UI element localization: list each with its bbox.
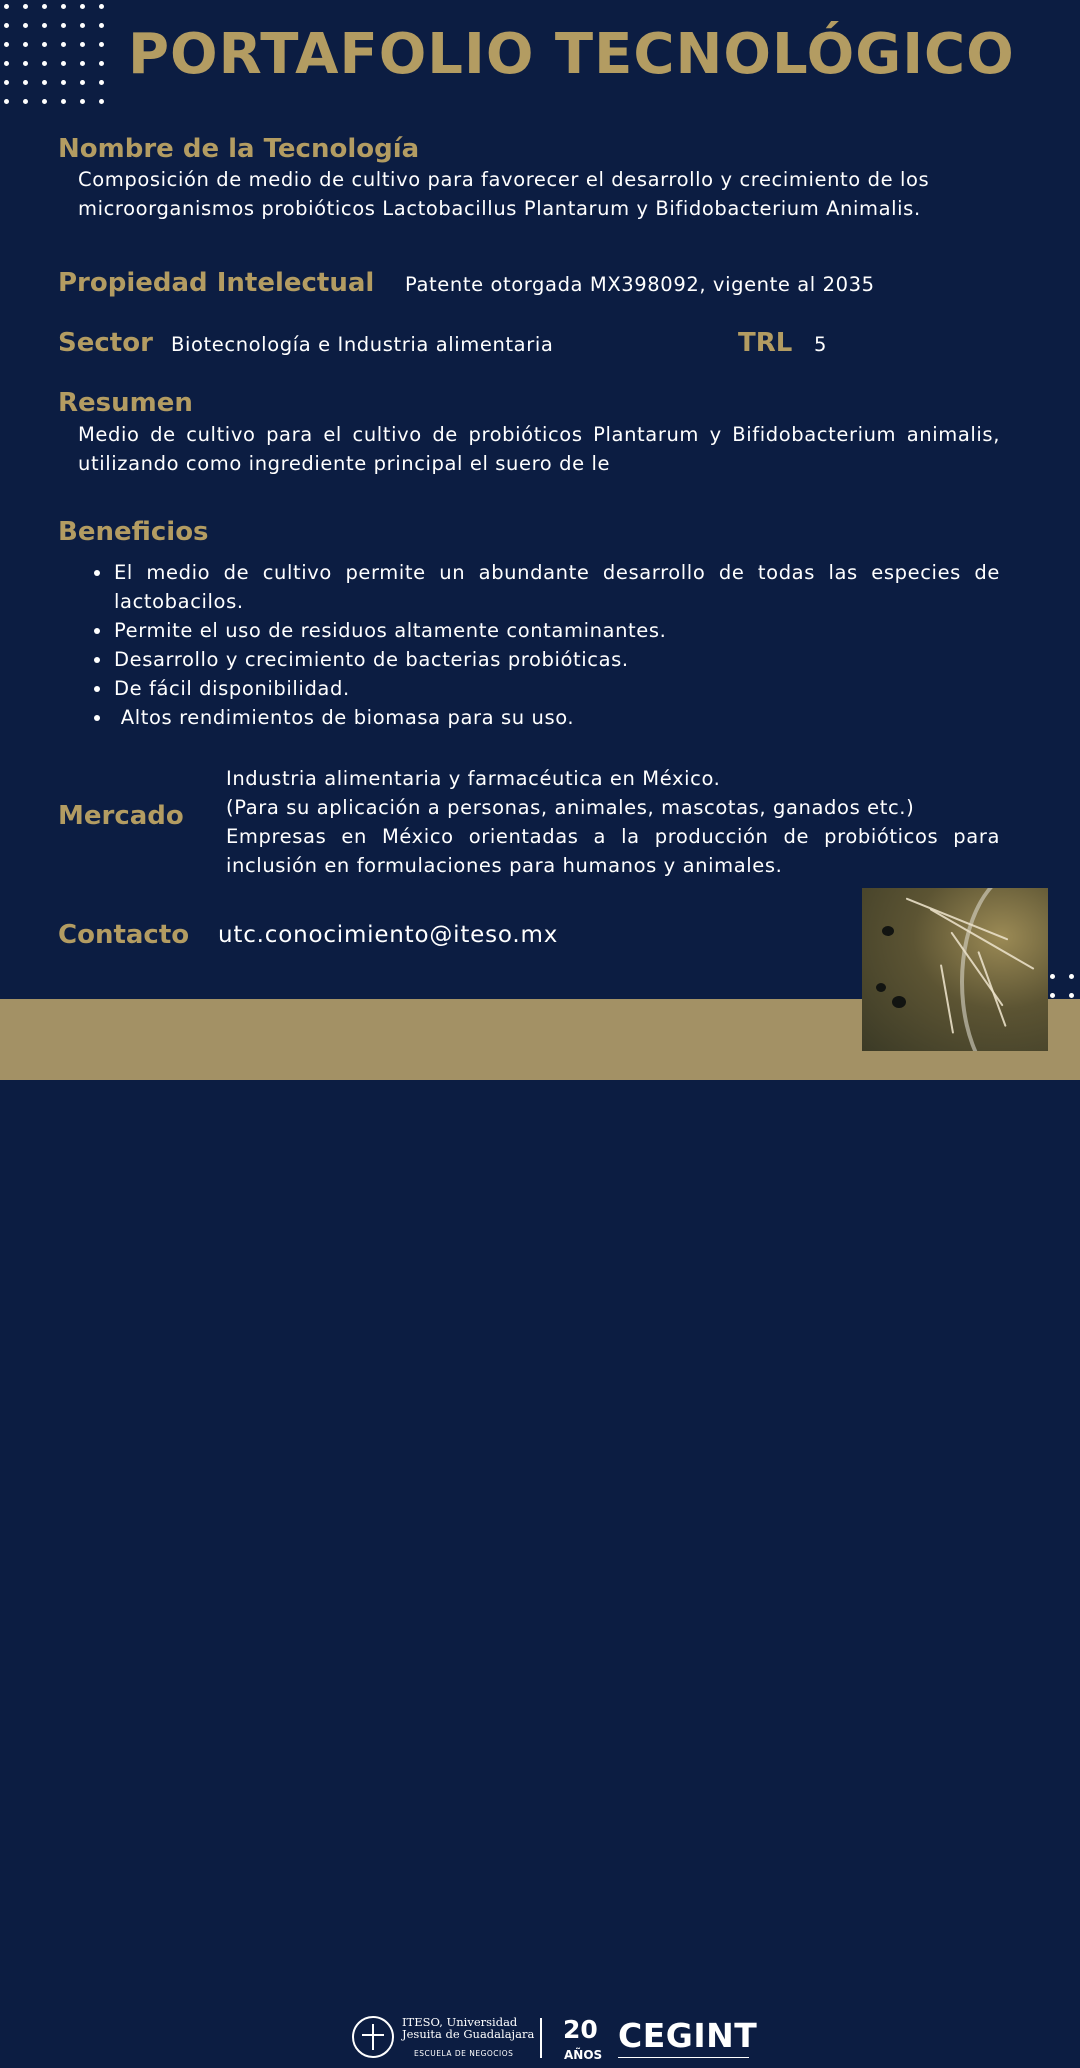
iteso-line-1: ITESO, Universidad [402,2015,518,2029]
dot [99,23,104,28]
benefits-list [92,558,1000,732]
market-line-2: (Para su aplicación a personas, animales, mascotas, ganados etc.) [226,796,915,819]
colony-dark [876,983,886,992]
summary-value: Medio de cultivo para el cultivo de probióticos Plantarum y Bifidobacterium animalis, utilizando como ingrediente principal el suero de le [78,423,1000,475]
ip-label: Propiedad Intelectual [58,268,375,298]
dot [42,42,47,47]
dot [1050,993,1055,998]
dot [1069,974,1074,979]
petri-dish-photo [862,888,1048,1051]
technology-label: Nombre de la Tecnología [58,134,420,164]
dot [4,80,9,85]
dot [61,61,66,66]
summary-label: Resumen [58,388,193,418]
dot [61,99,66,104]
dot [80,80,85,85]
logo-divider [540,2018,542,2058]
colony-streak [940,964,954,1033]
dot [99,99,104,104]
dot [61,4,66,9]
benefit-item: Permite el uso de residuos altamente contaminantes. [92,616,1000,645]
colony-dark [892,996,906,1008]
dot [4,23,9,28]
dot [80,61,85,66]
dot [80,42,85,47]
technology-value: Composición de medio de cultivo para favorecer el desarrollo y crecimiento de los microorganismos probióticos Lactobacillus Plantarum y Bifidobacterium Animalis. [78,168,930,220]
benefit-item: Altos rendimientos de biomasa para su uso. [92,703,1000,732]
contact-email[interactable]: utc.conocimiento@iteso.mx [218,922,559,948]
dot [61,42,66,47]
ip-value: Patente otorgada MX398092, vigente al 2035 [405,273,875,296]
dot [99,80,104,85]
dot [42,23,47,28]
market-line-3: Empresas en México orientadas a la producción de probióticos para inclusión en formulaciones para humanos y animales. [226,825,1000,877]
dot [23,42,28,47]
dot [23,23,28,28]
dot [4,61,9,66]
dot [42,99,47,104]
dot [23,99,28,104]
dot [99,42,104,47]
dot [99,61,104,66]
benefit-item: Desarrollo y crecimiento de bacterias probióticas. [92,645,1000,674]
iteso-seal-icon [352,2016,394,2058]
dot [4,4,9,9]
dot [61,80,66,85]
benefits-label: Beneficios [58,517,209,547]
dot [4,42,9,47]
dot [1069,993,1074,998]
dot [80,23,85,28]
colony-dark [882,926,894,936]
dot-grid-top-left [0,0,110,110]
benefit-item: De fácil disponibilidad. [92,674,1000,703]
dot [80,99,85,104]
iteso-name [402,2016,534,2040]
years-number: 20 [563,2015,598,2044]
iteso-line-2: Jesuita de Guadalajara [402,2027,535,2041]
dot [23,80,28,85]
sector-value: Biotecnología e Industria alimentaria [171,333,554,356]
escuela-negocios: ESCUELA DE NEGOCIOS [414,2049,514,2058]
dot [23,61,28,66]
years-word: AÑOS [564,2048,603,2062]
trl-label: TRL [738,328,793,358]
contact-label: Contacto [58,920,190,950]
cegint-logo: CEGINT [618,2016,758,2055]
dot [61,23,66,28]
benefit-item: El medio de cultivo permite un abundante desarrollo de todas las especies de lactobacilos. [92,558,1000,616]
trl-value: 5 [814,333,828,356]
sector-label: Sector [58,328,153,358]
cegint-underline [618,2057,749,2058]
dot [42,4,47,9]
dot [23,4,28,9]
dot [42,61,47,66]
dot [1050,974,1055,979]
market-label: Mercado [58,801,184,831]
market-line-1: Industria alimentaria y farmacéutica en México. [226,767,721,790]
dot [42,80,47,85]
page-title: PORTAFOLIO TECNOLÓGICO [128,22,1015,87]
dot [4,99,9,104]
dot [80,4,85,9]
dot [99,4,104,9]
